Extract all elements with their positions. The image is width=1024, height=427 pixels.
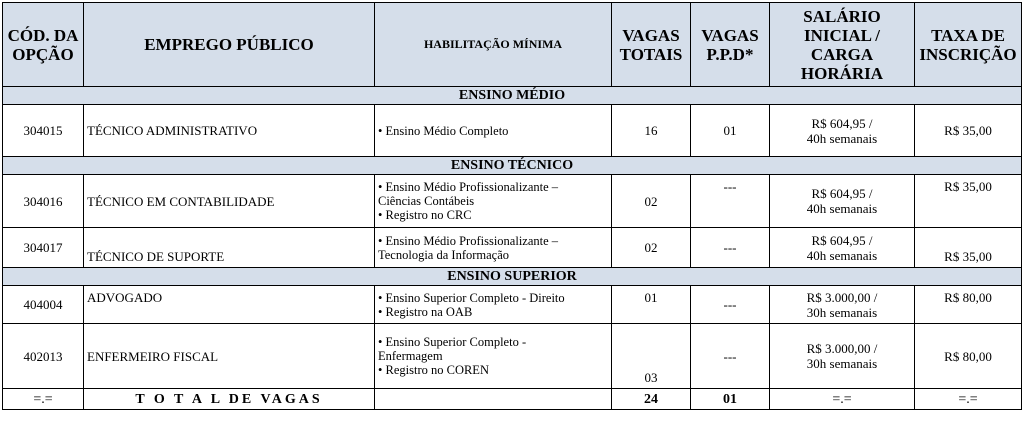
vagas-ppd-cell: --- <box>691 324 770 389</box>
codigo-cell: 304017 <box>3 228 84 268</box>
vagas-totais-cell: 01 <box>612 286 691 324</box>
taxa-cell: R$ 80,00 <box>915 324 1022 389</box>
vagas-totais-cell: 02 <box>612 228 691 268</box>
salario-line: R$ 604,95 / <box>811 232 873 248</box>
taxa-cell: R$ 80,00 <box>915 286 1022 324</box>
habilitacao-line: • Registro na OAB <box>378 304 473 319</box>
total-vagas-totais: 24 <box>612 389 691 410</box>
salario-cell <box>770 324 915 389</box>
header-row <box>3 3 1022 87</box>
section-title: ENSINO SUPERIOR <box>3 268 1022 286</box>
section-row <box>3 268 1022 286</box>
salario-line: 40h semanais <box>806 201 878 216</box>
vacancies-table <box>2 2 1022 410</box>
habilitacao-line: • Ensino Superior Completo - Direito <box>378 290 565 305</box>
total-empty <box>375 389 612 410</box>
vagas-totais-cell: 16 <box>612 105 691 157</box>
total-label <box>84 389 375 410</box>
section-row <box>3 87 1022 105</box>
habilitacao-line: • Ensino Médio Profissionalizante – <box>378 180 559 194</box>
header-taxa: TAXA DE INSCRIÇÃO <box>915 3 1022 87</box>
habilitacao-cell <box>375 175 612 228</box>
header-emprego: EMPREGO PÚBLICO <box>84 3 375 87</box>
vagas-ppd-cell: --- <box>691 286 770 324</box>
taxa-cell: R$ 35,00 <box>915 175 1022 228</box>
vagas-totais-cell: 02 <box>612 175 691 228</box>
table-row <box>3 286 1022 324</box>
salario-cell <box>770 175 915 228</box>
total-salario: =.= <box>770 389 915 410</box>
salario-line: R$ 604,95 / <box>811 115 873 131</box>
habilitacao-line: Tecnologia da Informação <box>378 247 510 262</box>
total-label-text: T O T A L DE VAGAS <box>135 391 323 407</box>
habilitacao-line: • Ensino Médio Profissionalizante – <box>378 233 559 248</box>
table-row <box>3 324 1022 389</box>
habilitacao-cell <box>375 105 612 157</box>
total-vagas-ppd: 01 <box>691 389 770 410</box>
salario-line: R$ 3.000,00 / <box>806 341 878 356</box>
salario-cell <box>770 286 915 324</box>
header-vagas-ppd: VAGAS P.P.D* <box>691 3 770 87</box>
salario-line: 30h semanais <box>806 304 878 320</box>
section-title: ENSINO MÉDIO <box>3 87 1022 105</box>
emprego-cell: TÉCNICO ADMINISTRATIVO <box>84 105 375 157</box>
salario-line: 30h semanais <box>806 356 878 371</box>
salario-line: R$ 604,95 / <box>811 186 873 201</box>
emprego-cell: TÉCNICO DE SUPORTE <box>84 228 375 268</box>
section-title: ENSINO TÉCNICO <box>3 157 1022 175</box>
habilitacao-cell <box>375 324 612 389</box>
emprego-cell: ENFERMEIRO FISCAL <box>84 324 375 389</box>
header-vagas-totais: VAGAS TOTAIS <box>612 3 691 87</box>
codigo-cell: 404004 <box>3 286 84 324</box>
habilitacao-line: • Registro no COREN <box>378 363 489 377</box>
taxa-cell: R$ 35,00 <box>915 228 1022 268</box>
vagas-ppd-cell: --- <box>691 175 770 228</box>
total-taxa: =.= <box>915 389 1022 410</box>
table-body <box>3 87 1022 389</box>
table-row <box>3 105 1022 157</box>
habilitacao-cell <box>375 228 612 268</box>
table-row <box>3 175 1022 228</box>
salario-line: 40h semanais <box>806 130 878 146</box>
codigo-cell: 304015 <box>3 105 84 157</box>
emprego-cell: ADVOGADO <box>84 286 375 324</box>
habilitacao-line: • Ensino Superior Completo - <box>378 335 527 349</box>
total-cod: =.= <box>3 389 84 410</box>
header-cod: CÓD. DA OPÇÃO <box>3 3 84 87</box>
salario-cell <box>770 105 915 157</box>
total-row <box>3 389 1022 410</box>
table-row <box>3 228 1022 268</box>
emprego-cell: TÉCNICO EM CONTABILIDADE <box>84 175 375 228</box>
habilitacao-line: Enfermagem <box>378 349 443 363</box>
header-salario: SALÁRIO INICIAL / CARGA HORÁRIA <box>770 3 915 87</box>
codigo-cell: 402013 <box>3 324 84 389</box>
habilitacao-line: • Ensino Médio Completo <box>378 123 509 138</box>
vagas-ppd-cell: 01 <box>691 105 770 157</box>
habilitacao-line: • Registro no CRC <box>378 208 472 222</box>
habilitacao-cell <box>375 286 612 324</box>
vagas-totais-cell: 03 <box>612 324 691 389</box>
header-habilitacao: HABILITAÇÃO MÍNIMA <box>375 3 612 87</box>
vagas-ppd-cell: --- <box>691 228 770 268</box>
salario-cell <box>770 228 915 268</box>
taxa-cell: R$ 35,00 <box>915 105 1022 157</box>
habilitacao-line: Ciências Contábeis <box>378 194 475 208</box>
codigo-cell: 304016 <box>3 175 84 228</box>
section-row <box>3 157 1022 175</box>
salario-line: 40h semanais <box>806 247 878 263</box>
salario-line: R$ 3.000,00 / <box>806 289 878 305</box>
